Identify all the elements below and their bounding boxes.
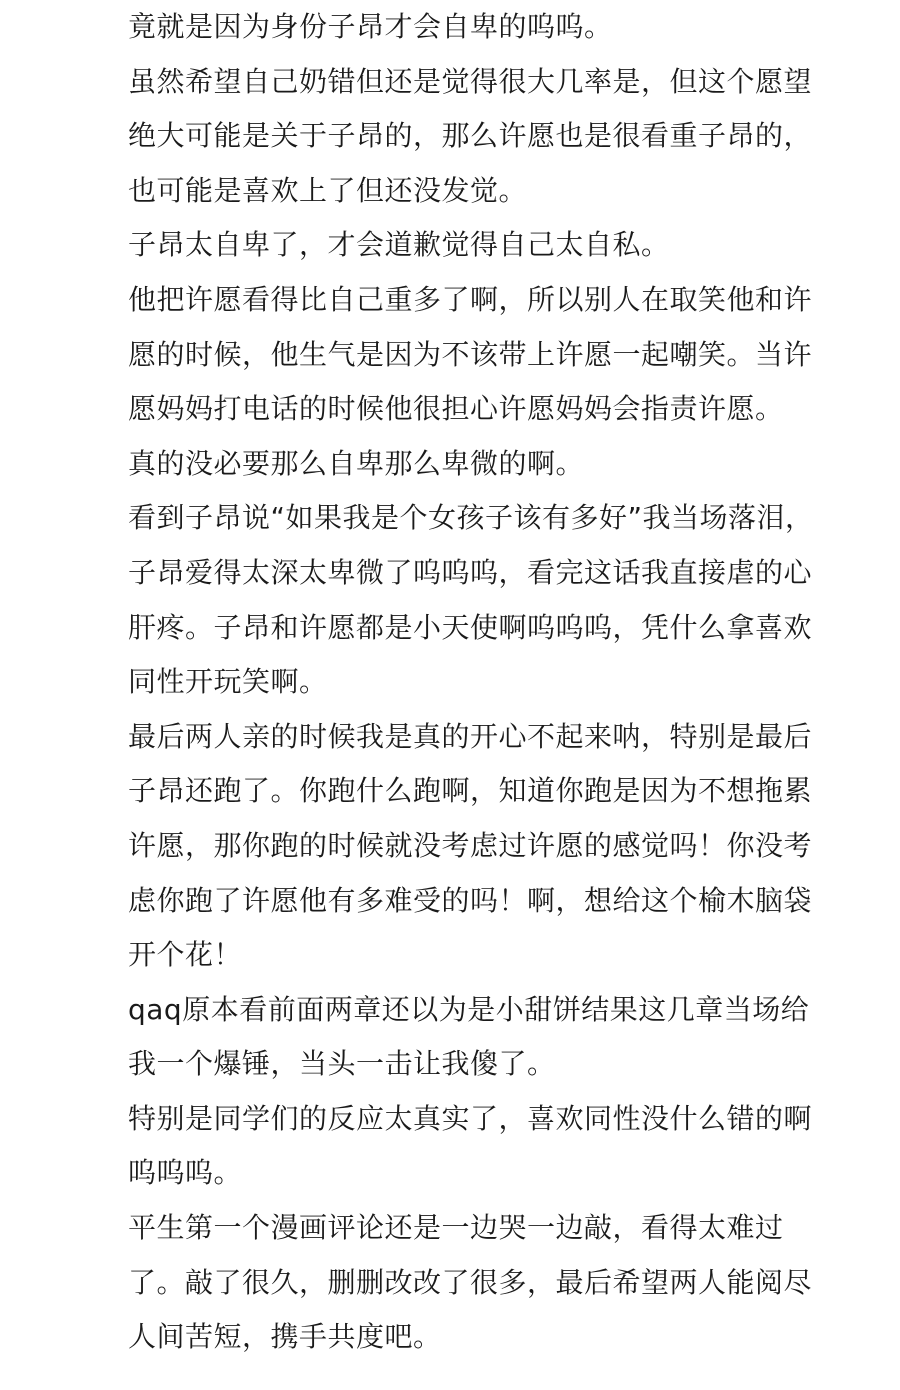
text-line: 许愿，那你跑的时候就没考虑过许愿的感觉吗！你没考 (128, 828, 813, 862)
text-line: 虽然希望自己奶错但还是觉得很大几率是，但这个愿望 (128, 64, 813, 98)
text-line: 人间苦短，携手共度吧。 (128, 1320, 442, 1354)
text-line: 肝疼。子昂和许愿都是小天使啊呜呜呜，凭什么拿喜欢 (128, 610, 813, 644)
text-line: 他把许愿看得比自己重多了啊，所以别人在取笑他和许 (128, 282, 813, 316)
text-line: 了。敲了很久，删删改改了很多，最后希望两人能阅尽 (128, 1265, 813, 1299)
text-line: 竟就是因为身份子昂才会自卑的呜呜。 (128, 10, 613, 43)
text-line: 虑你跑了许愿他有多难受的吗！啊，想给这个榆木脑袋 (128, 883, 813, 917)
text-line: 愿的时候，他生气是因为不该带上许愿一起嘲笑。当许 (128, 337, 813, 371)
text-line: 子昂爱得太深太卑微了呜呜呜，看完这话我直接虐的心 (128, 555, 813, 589)
text-line: 同性开玩笑啊。 (128, 665, 328, 699)
text-line: 真的没必要那么自卑那么卑微的啊。 (128, 446, 585, 480)
text-line: 特别是同学们的反应太真实了，喜欢同性没什么错的啊 (128, 1101, 813, 1135)
text-line: 开个花！ (128, 938, 243, 972)
text-line: 绝大可能是关于子昂的，那么许愿也是很看重子昂的， (128, 119, 813, 153)
text-line: qaq原本看前面两章还以为是小甜饼结果这几章当场给 (128, 992, 810, 1026)
text-line: 平生第一个漫画评论还是一边哭一边敲，看得太难过 (128, 1211, 784, 1245)
text-line: 愿妈妈打电话的时候他很担心许愿妈妈会指责许愿。 (128, 392, 784, 426)
text-line: 子昂还跑了。你跑什么跑啊，知道你跑是因为不想拖累 (128, 774, 813, 808)
text-line: 呜呜呜。 (128, 1156, 243, 1190)
comment-text (128, 0, 853, 1365)
text-line: 子昂太自卑了，才会道歉觉得自己太自私。 (128, 228, 670, 262)
text-line: 最后两人亲的时候我是真的开心不起来呐，特别是最后 (128, 719, 813, 753)
text-line: 看到子昂说“如果我是个女孩子该有多好”我当场落泪， (128, 501, 814, 535)
text-line: 我一个爆锤，当头一击让我傻了。 (128, 1047, 556, 1081)
text-line: 也可能是喜欢上了但还没发觉。 (128, 173, 528, 207)
